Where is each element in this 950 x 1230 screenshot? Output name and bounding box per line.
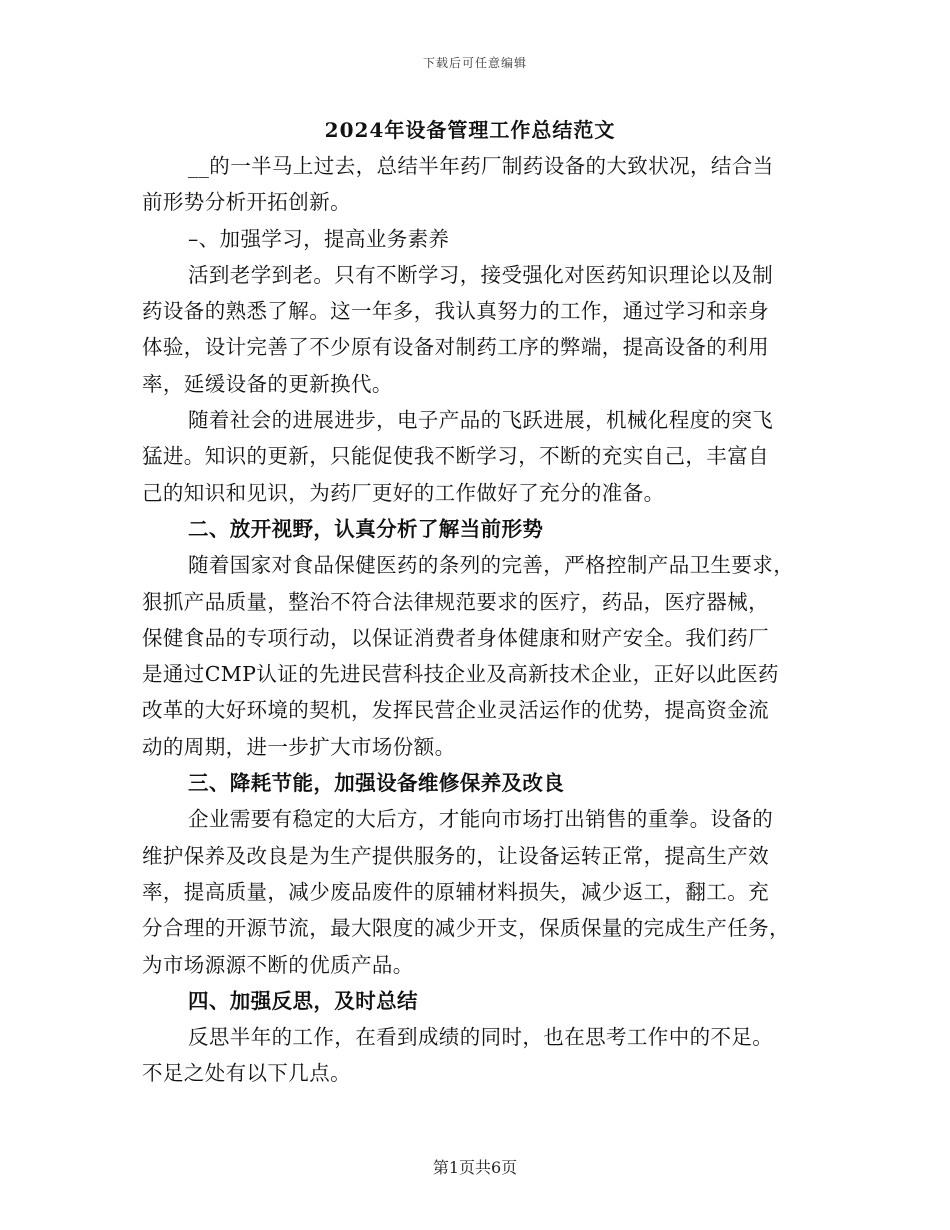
paragraph-line: 随着社会的进展进步，电子产品的飞跃进展，机械化程度的突飞 — [188, 408, 774, 433]
paragraph-line: 不足之处有以下几点。 — [142, 1061, 351, 1086]
paragraph-line: 率，延缓设备的更新换代。 — [142, 371, 393, 396]
paragraph-line: 为市场源源不断的优质产品。 — [142, 952, 414, 977]
paragraph-line: 分合理的开源节流，最大限度的减少开支，保质保量的完成生产任务， — [142, 916, 790, 941]
section-heading: 四、加强反思，及时总结 — [188, 988, 418, 1013]
section-heading: 三、降耗节能，加强设备维修保养及改良 — [188, 771, 565, 796]
paragraph-line: 随着国家对食品保健医药的条列的完善，严格控制产品卫生要求， — [188, 553, 795, 578]
document-body — [142, 148, 810, 1092]
paragraph-line: 狠抓产品质量，整治不符合法律规范要求的医疗，药品，医疗器械， — [142, 589, 769, 614]
paragraph-line: 药设备的熟悉了解。这一年多，我认真努力的工作，通过学习和亲身 — [142, 299, 769, 324]
paragraph-line: 体验，设计完善了不少原有设备对制药工序的弊端，提高设备的利用 — [142, 335, 769, 360]
paragraph-line: 是通过CMP认证的先进民营科技企业及高新技术企业，正好以此医药 — [142, 662, 779, 687]
paragraph-line: 己的知识和见识，为药厂更好的工作做好了充分的准备。 — [142, 480, 665, 505]
page-footer: 第1页共6页 — [432, 1158, 518, 1177]
paragraph-line: __的一半马上过去，总结半年药厂制药设备的大致状况，结合当 — [188, 154, 774, 178]
paragraph-line: 维护保养及改良是为生产提供服务的，让设备运转正常，提高生产效 — [142, 843, 769, 868]
paragraph-line: 猛进。知识的更新，只能促使我不断学习，不断的充实自己，丰富自 — [142, 444, 769, 469]
paragraph-line: 企业需要有稳定的大后方，才能向市场打出销售的重拳。设备的 — [188, 807, 774, 832]
paragraph-line: 动的周期，进一步扩大市场份额。 — [142, 734, 456, 759]
header-note: 下载后可任意编辑 — [422, 56, 527, 70]
paragraph-line: 前形势分析开拓创新。 — [142, 190, 351, 215]
paragraph-line: –、加强学习，提高业务素养 — [188, 226, 450, 251]
paragraph-line: 率，提高质量，减少废品废件的原辅材料损失，减少返工，翻工。充 — [142, 879, 769, 904]
paragraph-line: 活到老学到老。只有不断学习，接受强化对医药知识理论以及制 — [188, 262, 774, 287]
document-title: 2024年设备管理工作总结范文 — [324, 118, 616, 142]
section-heading: 二、放开视野，认真分析了解当前形势 — [188, 516, 544, 541]
paragraph-line: 改革的大好环境的契机，发挥民营企业灵活运作的优势，提高资金流 — [142, 698, 769, 723]
paragraph-line: 反思半年的工作，在看到成绩的同时，也在思考工作中的不足。 — [188, 1025, 774, 1050]
paragraph-line: 保健食品的专项行动，以保证消费者身体健康和财产安全。我们药厂 — [142, 625, 769, 650]
